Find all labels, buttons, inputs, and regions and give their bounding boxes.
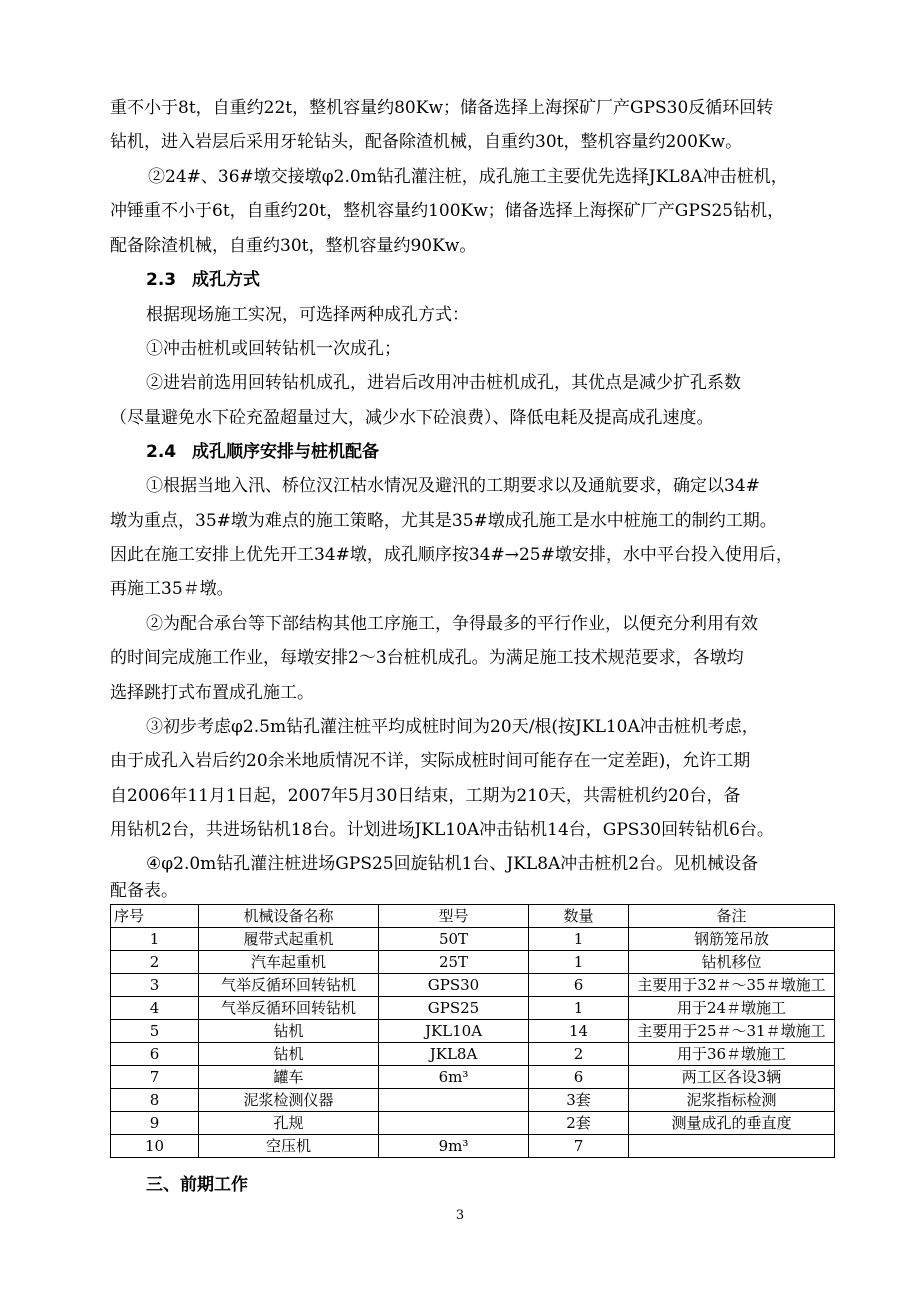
table-row (111, 974, 835, 997)
table-cell: 两工区各设3辆 (629, 1066, 835, 1089)
table-cell: 1 (111, 928, 199, 951)
table-cell (379, 1112, 529, 1135)
paragraph-line: 根据现场施工实况，可选择两种成孔方式： (146, 305, 469, 325)
paragraph-line: ②进岩前选用回转钻机成孔，进岩后改用冲击桩机成孔，其优点是减少扩孔系数 (146, 373, 741, 393)
table-cell: 1 (529, 951, 629, 974)
paragraph-line: 由于成孔入岩后约20余米地质情况不详，实际成桩时间可能存在一定差距)，允许工期 (110, 751, 751, 771)
table-cell: 用于24＃墩施工 (629, 997, 835, 1020)
section-heading-2-4 (146, 441, 846, 463)
paragraph-line: 钻机，进入岩层后采用牙轮钻头，配备除渣机械，自重约30t，整机容量约200Kw。 (110, 132, 743, 152)
table-cell: 气举反循环回转钻机 (199, 997, 379, 1020)
header-cell: 序号 (111, 905, 199, 928)
table-cell: JKL10A (379, 1020, 529, 1043)
table-cell: 6 (529, 1066, 629, 1089)
table-cell: 泥浆指标检测 (629, 1089, 835, 1112)
table-cell (629, 1135, 835, 1158)
paragraph-line: 配备除渣机械，自重约30t，整机容量约90Kw。 (110, 236, 477, 256)
header-cell: 备注 (629, 905, 835, 928)
table-cell: 2套 (529, 1112, 629, 1135)
table-row (111, 1020, 835, 1043)
table-cell: 6m³ (379, 1066, 529, 1089)
table-cell: 5 (111, 1020, 199, 1043)
table-cell: 14 (529, 1020, 629, 1043)
table-row (111, 1066, 835, 1089)
paragraph-line: 冲锤重不小于6t，自重约20t，整机容量约100Kw；储备选择上海探矿厂产GPS25钻机， (110, 201, 785, 221)
header-cell: 型号 (379, 905, 529, 928)
table-cell: JKL8A (379, 1043, 529, 1066)
paragraph-line: 自2006年11月1日起，2007年5月30日结束，工期为210天，共需桩机约20台，备 (110, 786, 741, 806)
table-cell (379, 1089, 529, 1112)
table-cell: 泥浆检测仪器 (199, 1089, 379, 1112)
heading-title: 成孔顺序安排与桩机配备 (192, 442, 379, 462)
table-cell: 钻机 (199, 1020, 379, 1043)
table-cell: 9m³ (379, 1135, 529, 1158)
table-cell: 孔规 (199, 1112, 379, 1135)
table-cell: 汽车起重机 (199, 951, 379, 974)
header-cell: 机械设备名称 (199, 905, 379, 928)
table-row (111, 951, 835, 974)
table-cell: 空压机 (199, 1135, 379, 1158)
table-cell: 6 (529, 974, 629, 997)
table-cell: 气举反循环回转钻机 (199, 974, 379, 997)
paragraph-line: 再施工35＃墩。 (110, 579, 234, 599)
table-row (111, 1112, 835, 1135)
table-cell: 钢筋笼吊放 (629, 928, 835, 951)
table-row (111, 1135, 835, 1158)
heading-title: 成孔方式 (192, 270, 260, 290)
paragraph-line: ①根据当地入汛、桥位汉江枯水情况及避汛的工期要求以及通航要求，确定以34# (146, 476, 760, 496)
table-cell: 8 (111, 1089, 199, 1112)
table-cell: 25T (379, 951, 529, 974)
paragraph-line: ②为配合承台等下部结构其他工序施工，争得最多的平行作业，以便充分利用有效 (146, 614, 758, 634)
table-cell: 主要用于25＃～31＃墩施工 (629, 1020, 835, 1043)
heading-number: 2.4 (146, 442, 177, 462)
equipment-table (110, 904, 835, 1158)
table-row (111, 997, 835, 1020)
table-cell: 钻机 (199, 1043, 379, 1066)
table-row (111, 1043, 835, 1066)
table-cell: 6 (111, 1043, 199, 1066)
table-cell: 1 (529, 928, 629, 951)
paragraph-line: （尽量避免水下砼充盈超量过大，减少水下砼浪费）、降低电耗及提高成孔速度。 (110, 408, 714, 428)
table-header-row (111, 905, 835, 928)
table-cell: 3 (111, 974, 199, 997)
table-cell: 罐车 (199, 1066, 379, 1089)
table-cell: 50T (379, 928, 529, 951)
table-cell: 7 (111, 1066, 199, 1089)
paragraph-line: ①冲击桩机或回转钻机一次成孔； (146, 339, 401, 359)
paragraph-line: 选择跳打式布置成孔施工。 (110, 683, 314, 703)
table-cell: 10 (111, 1135, 199, 1158)
section-heading-2-3 (146, 269, 846, 291)
paragraph-line: ②24#、36#墩交接墩φ2.0m钻孔灌注桩，成孔施工主要优先选择JKL8A冲击桩机， (148, 167, 788, 187)
table-cell: 2 (111, 951, 199, 974)
table-cell: 用于36＃墩施工 (629, 1043, 835, 1066)
paragraph-line: 墩为重点，35#墩为难点的施工策略，尤其是35#墩成孔施工是水中桩施工的制约工期。 (110, 511, 777, 531)
paragraph-line: 因此在施工安排上优先开工34#墩，成孔顺序按34#→25#墩安排，水中平台投入使用后， (110, 545, 793, 565)
heading-number: 2.3 (146, 270, 177, 290)
paragraph-line: ③初步考虑φ2.5m钻孔灌注桩平均成桩时间为20天/根(按JKL10A冲击桩机考虑， (146, 717, 759, 737)
table-cell: GPS30 (379, 974, 529, 997)
table-cell: 9 (111, 1112, 199, 1135)
table-cell: 2 (529, 1043, 629, 1066)
table-cell: 主要用于32＃～35＃墩施工 (629, 974, 835, 997)
table-cell: GPS25 (379, 997, 529, 1020)
header-cell: 数量 (529, 905, 629, 928)
table-cell: 测量成孔的垂直度 (629, 1112, 835, 1135)
section-heading-3: 三、前期工作 (146, 1175, 248, 1195)
table-cell: 1 (529, 997, 629, 1020)
paragraph-line: 的时间完成施工作业，每墩安排2～3台桩机成孔。为满足施工技术规范要求，各墩均 (110, 648, 744, 668)
paragraph-line: 配备表。 (110, 881, 178, 901)
table-row (111, 1089, 835, 1112)
table-cell: 履带式起重机 (199, 928, 379, 951)
paragraph-line: 重不小于8t，自重约22t，整机容量约80Kw；储备选择上海探矿厂产GPS30反循环回转 (110, 98, 774, 118)
paragraph-line: 用钻机2台，共进场钻机18台。计划进场JKL10A冲击钻机14台，GPS30回转钻机6台。 (110, 820, 774, 840)
paragraph-line: ④φ2.0m钻孔灌注桩进场GPS25回旋钻机1台、JKL8A冲击桩机2台。见机械设备 (146, 854, 759, 874)
table-row (111, 928, 835, 951)
page-number: 3 (455, 1208, 465, 1223)
table-cell: 3套 (529, 1089, 629, 1112)
table-cell: 7 (529, 1135, 629, 1158)
table-cell: 4 (111, 997, 199, 1020)
table-cell: 钻机移位 (629, 951, 835, 974)
